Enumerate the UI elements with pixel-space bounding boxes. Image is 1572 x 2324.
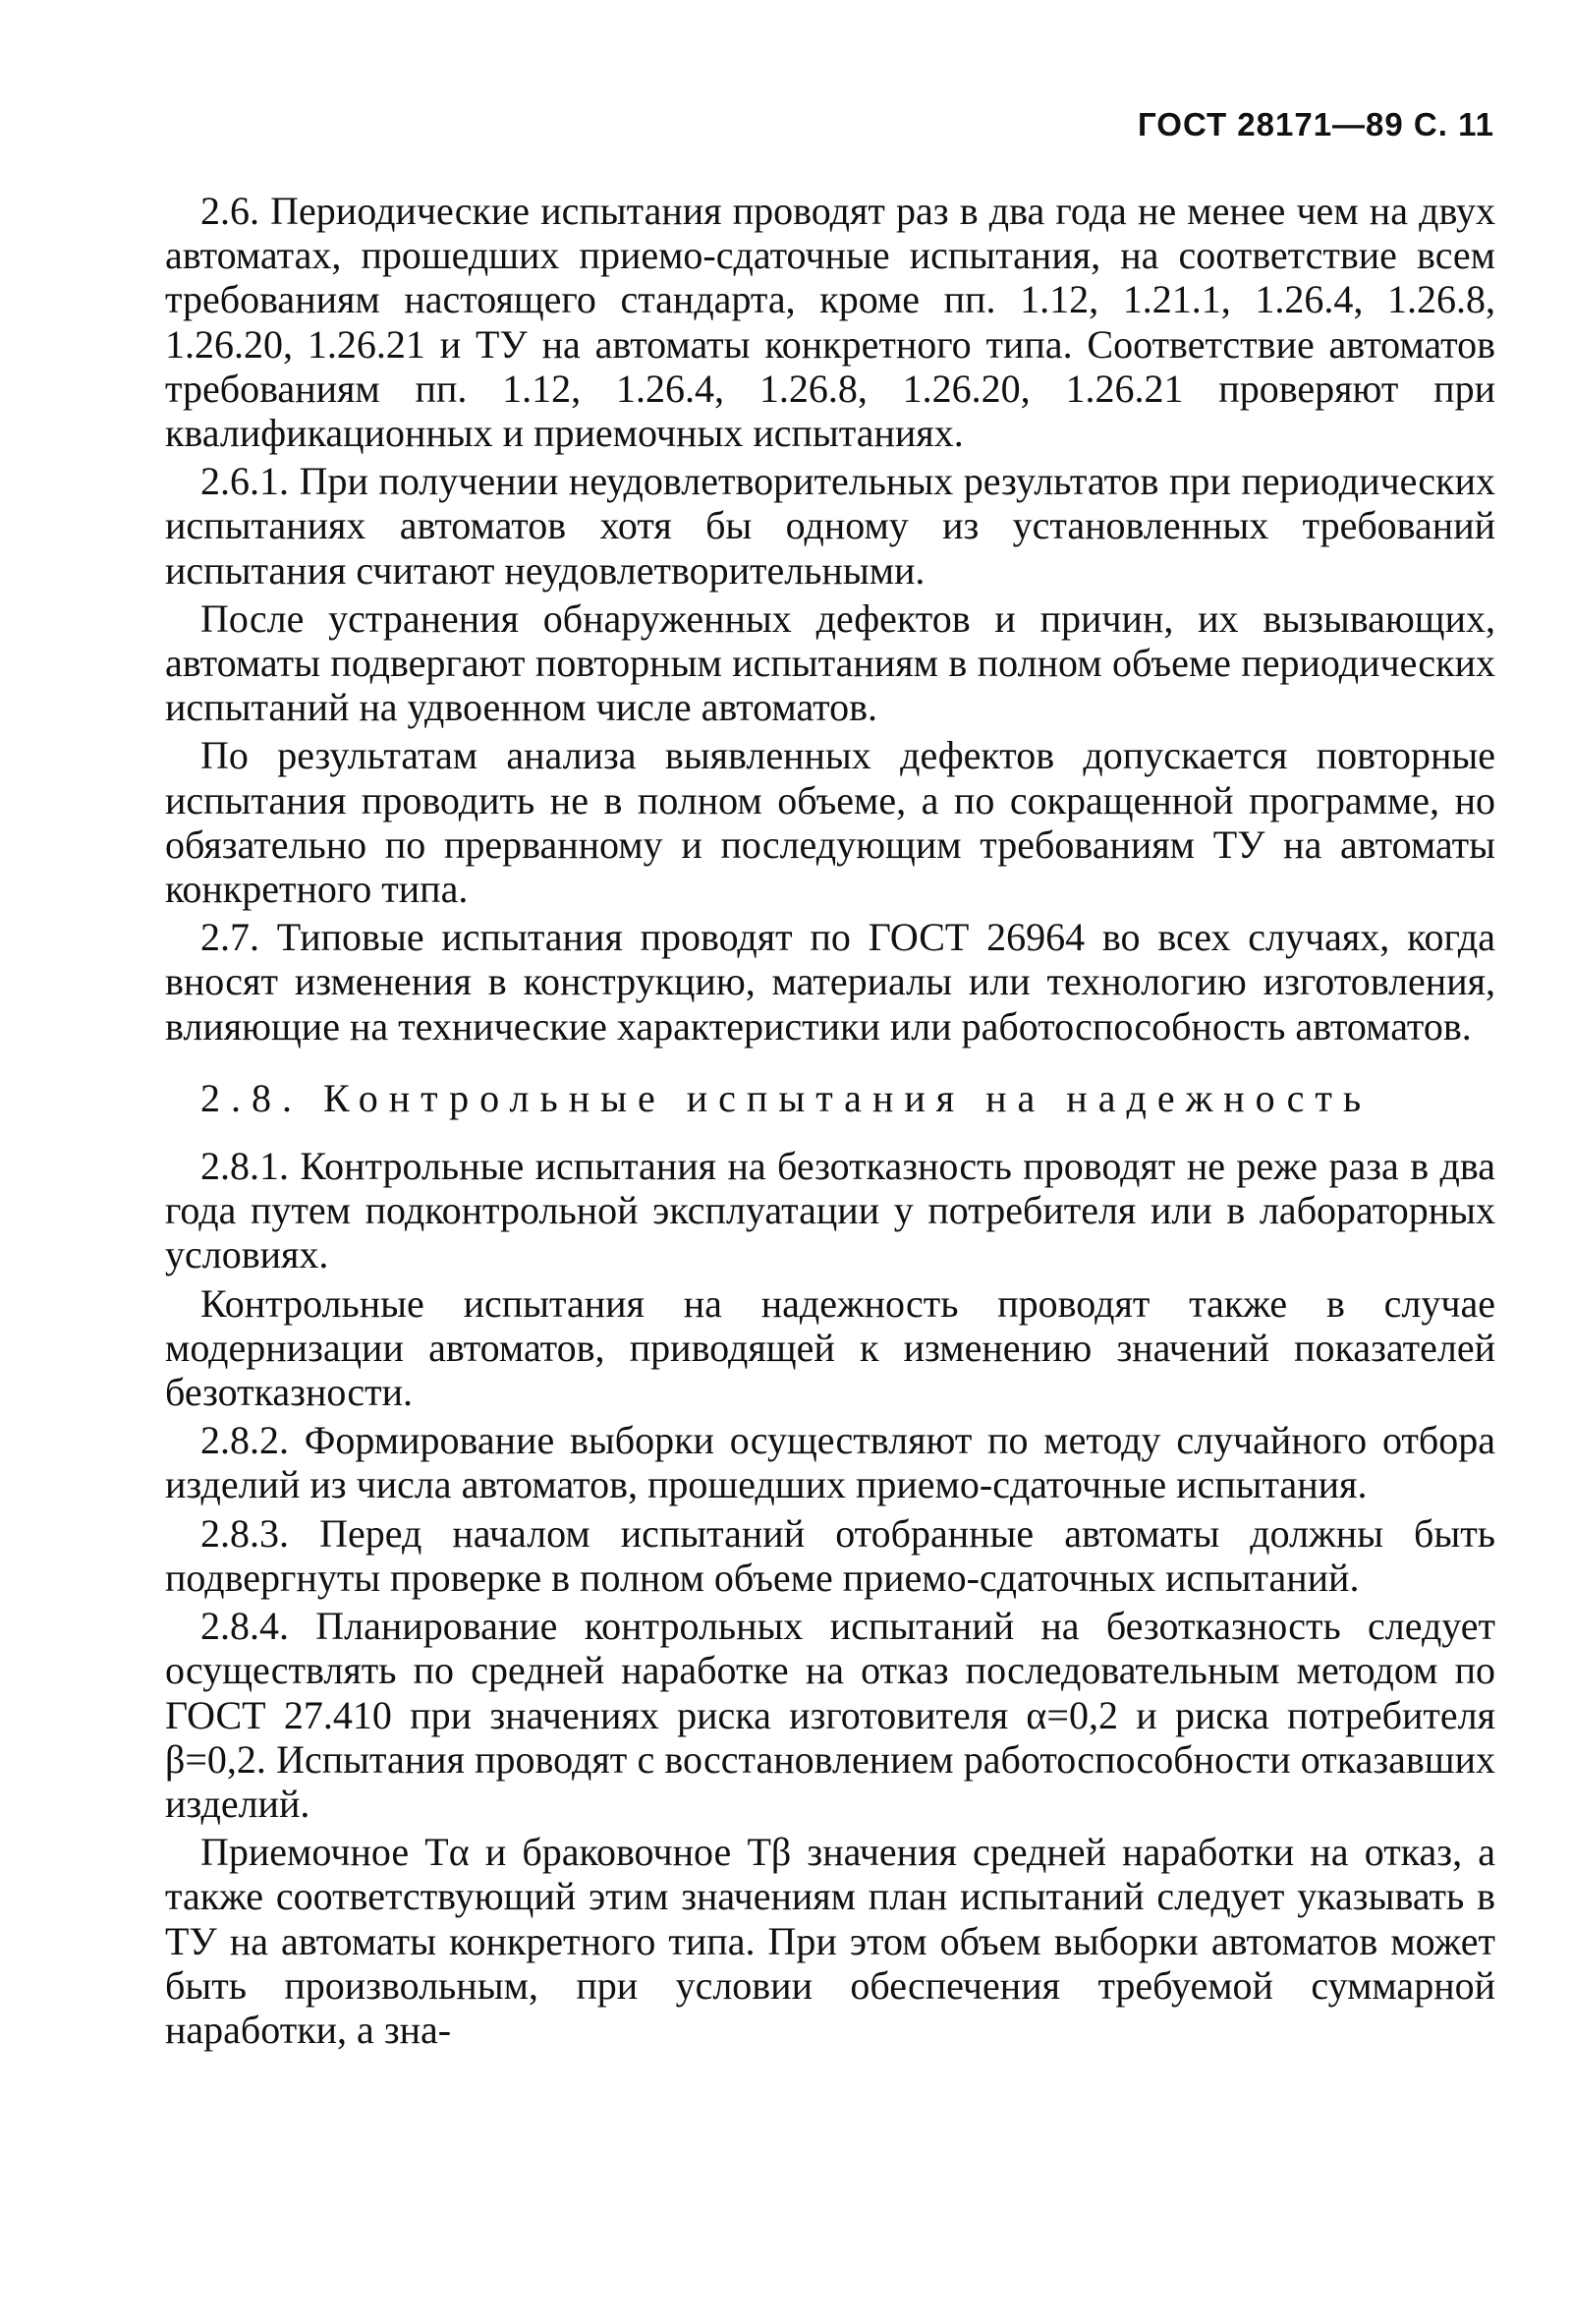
paragraph-modernization: Контрольные испытания на надежность проводят также в случае модернизации автоматов, приводящей к изменению значений показателей безотказности. — [165, 1280, 1495, 1415]
paragraph-2-6-1: 2.6.1. При получении неудовлетворительных результатов при периодических испытаниях автоматов хотя бы одному из установленных требований испытания считают неудовлетворительными. — [165, 459, 1495, 593]
paragraph-acceptance-values: Приемочное Tα и браковочное Tβ значения средней наработки на отказ, а также соответствующий этим значениям план испытаний следует указывать в ТУ на автоматы конкретного типа. При этом объем выборки автоматов может быть произвольным, при условии обеспечения требуемой суммарной наработки, а зна- — [165, 1830, 1495, 2052]
paragraph-2-8-2: 2.8.2. Формирование выборки осуществляют по методу случайного отбора изделий из числа автоматов, прошедших приемо-сдаточные испытания. — [165, 1418, 1495, 1507]
paragraph-after-defects: После устранения обнаруженных дефектов и причин, их вызывающих, автоматы подвергают повторным испытаниям в полном объеме периодических испытаний на удвоенном числе автоматов. — [165, 595, 1495, 730]
paragraph-2-7: 2.7. Типовые испытания проводят по ГОСТ 26964 во всех случаях, когда вносят изменения в конструкцию, материалы или технологию изготовления, влияющие на технические характеристики или работоспособность автоматов. — [165, 915, 1495, 1049]
paragraph-defect-analysis: По результатам анализа выявленных дефектов допускается повторные испытания проводить не в полном объеме, а по сокращенной программе, но обязательно по прерванному и последующим требованиям ТУ на автоматы конкретного типа. — [165, 733, 1495, 912]
paragraph-2-8-4: 2.8.4. Планирование контрольных испытаний на безотказность следует осуществлять по средней наработке на отказ последовательным методом по ГОСТ 27.410 при значениях риска изготовителя α=0,2 и риска потребителя β=0,2. Испытания проводят с восстановлением работоспособности отказавших изделий. — [165, 1604, 1495, 1826]
section-heading-2-8: 2.8. Контрольные испытания на надежность — [200, 1075, 1373, 1120]
page-header: ГОСТ 28171—89 С. 11 — [1138, 106, 1494, 142]
paragraph-2-8-3: 2.8.3. Перед началом испытаний отобранные автоматы должны быть подвергнуты проверке в полном объеме приемо-сдаточных испытаний. — [165, 1510, 1495, 1600]
body-text — [165, 189, 1495, 2052]
paragraph-2-8-1: 2.8.1. Контрольные испытания на безотказность проводят не реже раза в два года путем подконтрольной эксплуатации у потребителя или в лабораторных условиях. — [165, 1144, 1495, 1277]
paragraph-2-6: 2.6. Периодические испытания проводят раз в два года не менее чем на двух автоматах, прошедших приемо-сдаточные испытания, на соответствие всем требованиям настоящего стандарта, кроме пп. 1.12, 1.21.1, 1.26.4, 1.26.8, 1.26.20, 1.26.21 и ТУ на автоматы конкретного типа. Соответствие автоматов требованиям пп. 1.12, 1.26.4, 1.26.8, 1.26.20, 1.26.21 проверяют при квалификационных и приемочных испытаниях. — [165, 189, 1495, 456]
